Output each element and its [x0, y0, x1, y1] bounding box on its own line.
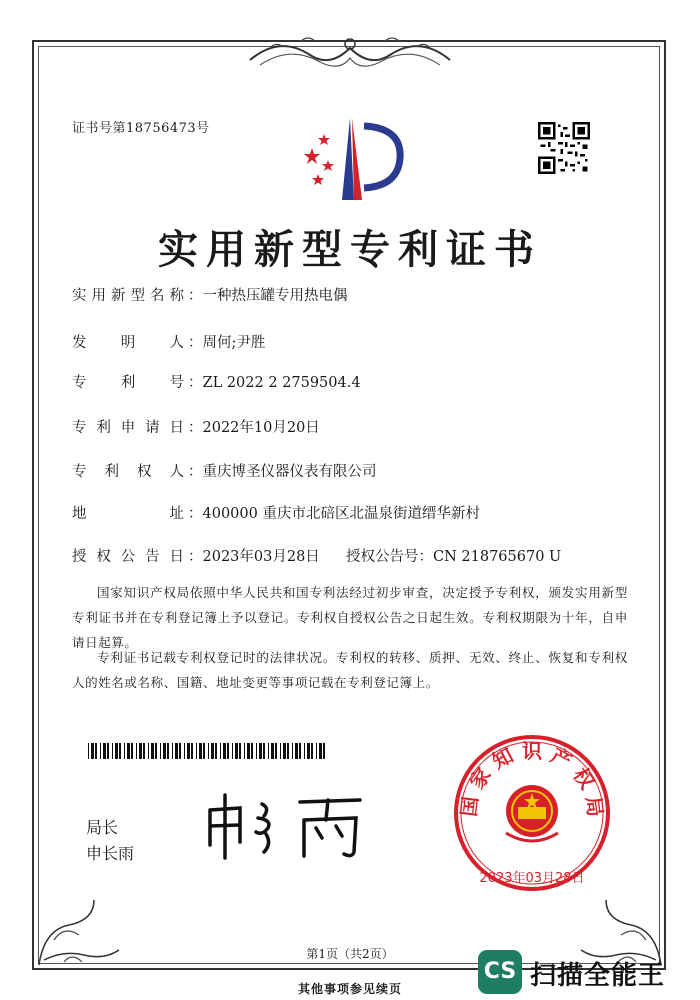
paragraph-legal-status: 专利证书记载专利权登记时的法律状况。专利权的转移、质押、无效、终止、恢复和专利权人的姓名或名称、国籍、地址变更等事项记载在专利登记簿上。	[72, 650, 628, 690]
director-signature	[200, 790, 370, 860]
field-label: 专利号	[72, 375, 184, 391]
certificate-number: 证书号第18756473号	[72, 121, 210, 136]
field-value: ：周何;尹胜	[188, 335, 266, 351]
field-value: ：重庆博圣仪器仪表有限公司	[188, 464, 377, 480]
field-label: 专利权人	[72, 464, 184, 480]
continue-note: 其他事项参见续页	[297, 982, 402, 996]
field-value: ：ZL 2022 2 2759504.4	[188, 375, 361, 391]
paragraph-grant-statement: 国家知识产权局依照中华人民共和国专利法经过初步审查，决定授予专利权，颁发实用新型专利证书并在专利登记簿上予以登记。专利权自授权公告之日起生效。专利权期限为十年，自申请日起算。	[72, 585, 628, 650]
seal-text: 国 家 知 识 产 权 局	[456, 739, 608, 818]
barcode	[88, 743, 328, 759]
field-value: ：一种热压罐专用热电偶	[188, 288, 348, 304]
qr-code	[538, 122, 590, 174]
field-label: 发明人	[72, 335, 184, 351]
camscanner-watermark-text: 扫描全能王	[530, 961, 666, 991]
field-label: 专利申请日	[72, 420, 184, 436]
field-value: ：400000 重庆市北碚区北温泉街道缙华新村	[188, 506, 480, 522]
page-number: 第1页（共2页）	[306, 947, 394, 961]
field-value: ：2022年10月20日	[188, 420, 320, 436]
field-grant-date	[72, 545, 320, 566]
field-value: ：CN 218765670 U	[418, 549, 562, 565]
cnipa-logo	[292, 108, 422, 208]
field-patent-number	[72, 371, 361, 392]
field-label: 授权公告日	[72, 549, 184, 565]
field-application-date	[72, 416, 320, 437]
field-patentee	[72, 460, 377, 481]
field-announcement-number	[346, 545, 561, 566]
field-utility-model-name	[72, 284, 348, 305]
field-value: ：2023年03月28日	[188, 549, 320, 565]
certificate-title: 实用新型专利证书	[158, 226, 542, 273]
field-label: 地址	[72, 506, 184, 522]
field-inventor	[72, 331, 265, 352]
camscanner-logo-icon: CS	[478, 950, 522, 994]
top-ornament	[240, 30, 460, 80]
field-address	[72, 502, 480, 523]
director-title: 局长	[86, 818, 119, 837]
field-label: 实用新型名称	[72, 288, 184, 304]
field-label: 授权公告号	[346, 549, 419, 565]
director-name: 申长雨	[86, 844, 135, 863]
seal-date: 2023年03月28日	[479, 871, 585, 886]
